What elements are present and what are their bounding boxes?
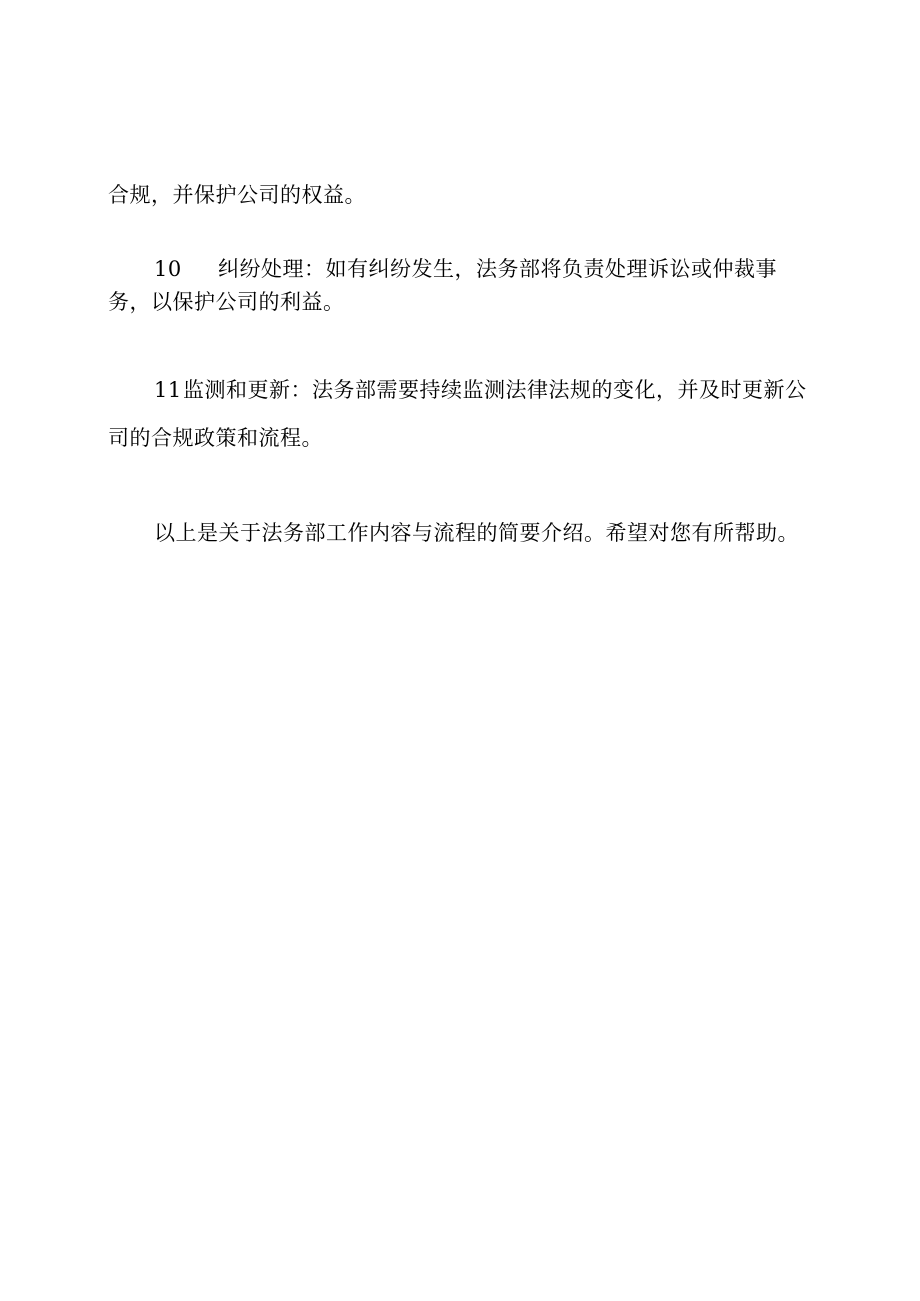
item-10-line-1: 纠纷处理：如有纠纷发生，法务部将负责处理诉讼或仲裁事 (218, 257, 777, 281)
item-10-line-2: 务，以保护公司的利益。 (108, 290, 345, 314)
paragraph-continued-line: 合规，并保护公司的权益。 (108, 183, 366, 207)
item-11-line-2: 司的合规政策和流程。 (108, 426, 323, 450)
item-11-number: 11 (154, 378, 182, 402)
item-11-line-1: 监测和更新：法务部需要持续监测法律法规的变化，并及时更新公 (183, 378, 807, 402)
item-10-number: 10 (154, 257, 182, 281)
closing-paragraph: 以上是关于法务部工作内容与流程的简要介绍。希望对您有所帮助。 (154, 521, 799, 545)
